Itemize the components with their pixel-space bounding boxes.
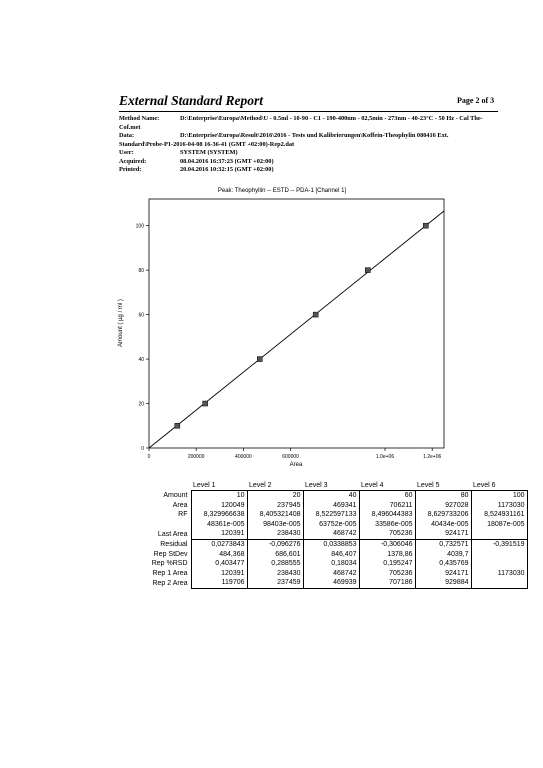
x-axis-ticks [148, 448, 442, 460]
row-label: Residual [160, 540, 188, 548]
table-cell: 1173030 [471, 501, 527, 511]
x-tick-label: 1.2e+06 [423, 454, 442, 460]
table-cell: 707186 [359, 578, 415, 588]
y-tick-label: 20 [138, 401, 144, 408]
y-axis-ticks [136, 224, 149, 452]
table-body [136, 491, 527, 589]
table-cell: 10 [191, 491, 247, 501]
table-row [136, 501, 527, 511]
calibration-point [313, 312, 318, 317]
table-cell: 40 [303, 491, 359, 501]
table-cell: 929884 [415, 578, 471, 588]
table-cell: 846,407 [303, 550, 359, 560]
table-row [136, 491, 527, 501]
meta-user-row [119, 149, 494, 158]
table-header-row [136, 480, 527, 491]
y-tick-label: 80 [138, 268, 144, 275]
table-row [136, 578, 527, 588]
y-axis-label: Amount ( µg / ml ) [118, 299, 124, 347]
column-header: Level 5 [417, 481, 440, 489]
row-label: Rep StDev [153, 550, 188, 558]
report-title: External Standard Report [119, 93, 264, 108]
table-cell: 20 [247, 491, 303, 501]
meta-user-value: SYSTEM (SYSTEM) [180, 149, 238, 156]
table-cell: -0,096276 [247, 539, 303, 549]
x-tick-label: 600000 [282, 454, 299, 460]
column-header: Level 6 [473, 481, 496, 489]
column-header: Level 4 [361, 481, 384, 489]
table-row [136, 559, 527, 569]
table-cell: 238430 [247, 569, 303, 579]
calibration-point [365, 268, 370, 273]
table-cell: 0,0338853 [303, 539, 359, 549]
row-label: Amount [163, 491, 188, 499]
table-cell: 237945 [247, 501, 303, 511]
x-tick-label: 400000 [235, 454, 252, 460]
plot-frame [149, 199, 444, 448]
table-cell [471, 550, 527, 560]
table-cell: 0,403477 [191, 559, 247, 569]
y-tick-label: 40 [138, 357, 144, 364]
table-cell: 0,18034 [303, 559, 359, 569]
column-header: Level 3 [305, 481, 328, 489]
table-cell: 0,0273843 [191, 539, 247, 549]
table-cell: 238430 [247, 529, 303, 539]
table-cell: -0,391519 [471, 539, 527, 549]
report-metadata [119, 115, 494, 175]
meta-data-key: Data: [119, 132, 135, 139]
table-cell: 120049 [191, 501, 247, 511]
table-cell: 98403e-005 [247, 520, 303, 530]
meta-acquired-row [119, 158, 494, 167]
meta-data-row [119, 132, 494, 149]
table-row [136, 520, 527, 530]
row-label: RF [178, 511, 188, 519]
table-cell: 33586e-005 [359, 520, 415, 530]
table-cell: 0,732571 [415, 539, 471, 549]
chart-title: Peak: Theophyllin -- ESTD -- PDA-1 [Channel 1] [217, 188, 347, 194]
table-cell: 8,405321408 [247, 510, 303, 520]
table-cell: 40434e-005 [415, 520, 471, 530]
row-label: Rep 1 Area [152, 569, 188, 577]
table-cell: 8,524931161 [471, 510, 527, 520]
y-tick-label: 100 [135, 223, 144, 230]
row-label: Rep 2 Area [152, 579, 188, 587]
table-cell: 8,629733206 [415, 510, 471, 520]
x-tick-label: 0 [147, 454, 151, 460]
table-cell: 8,496044383 [359, 510, 415, 520]
table-cell: 0,288555 [247, 559, 303, 569]
table-row [136, 510, 527, 520]
table-cell: 237459 [247, 578, 303, 588]
table-cell [471, 529, 527, 539]
table-cell: 468742 [303, 569, 359, 579]
table-cell: 0,435769 [415, 559, 471, 569]
row-label: Rep %RSD [151, 560, 188, 568]
table-cell: 469341 [303, 501, 359, 511]
row-label: Last Area [157, 530, 188, 538]
table-cell: 924171 [415, 529, 471, 539]
calibration-point [423, 223, 428, 228]
table-cell: -0,306046 [359, 539, 415, 549]
meta-printed-value: 20.04.2016 10:32:15 (GMT +02:00) [180, 166, 274, 173]
meta-method-key: Method Name: [119, 115, 160, 122]
table-cell: 8,329966638 [191, 510, 247, 520]
table-cell [471, 578, 527, 588]
x-tick-label: 1.0e+06 [375, 454, 395, 460]
table-cell: 1173030 [471, 569, 527, 579]
table-cell: 60 [359, 491, 415, 501]
table-cell: 4039,7 [415, 550, 471, 560]
calibration-fit-line [149, 211, 444, 448]
x-tick-label: 200000 [187, 454, 205, 460]
table-row [136, 539, 527, 549]
table-cell: 18087e-005 [471, 520, 527, 530]
table-cell: 0,195247 [359, 559, 415, 569]
calibration-chart [0, 180, 543, 480]
calibration-point [175, 423, 180, 428]
table-cell: 705236 [359, 569, 415, 579]
calibration-point [257, 357, 262, 362]
row-label: Area [172, 501, 188, 509]
meta-printed-row [119, 166, 494, 175]
table-cell: 119706 [191, 578, 247, 588]
y-tick-label: 60 [138, 312, 144, 319]
meta-method-row [119, 115, 494, 132]
table-cell: 927028 [415, 501, 471, 511]
table-cell: 705236 [359, 529, 415, 539]
column-header: Level 1 [193, 481, 216, 489]
table-cell: 8,522597133 [303, 510, 359, 520]
meta-method-value: D:\Enterprise\Europa\Method\U - 0.5ml - 10-90 - C1 - 190-400nm - 02,5min - 273nm - 40-23°C - 50 Hz - Cal The-Cof.met [119, 115, 483, 131]
table-cell: 706211 [359, 501, 415, 511]
table-cell: 924171 [415, 569, 471, 579]
meta-acquired-key: Acquired: [119, 157, 147, 165]
table-row [136, 550, 527, 560]
column-header: Level 2 [249, 481, 272, 489]
table-cell: 80 [415, 491, 471, 501]
calibration-results-table [136, 480, 528, 589]
table-header-spacer [136, 480, 191, 491]
table-cell: 63752e-005 [303, 520, 359, 530]
meta-acquired-value: 08.04.2016 16:37:23 (GMT +02:00) [180, 157, 274, 165]
table-cell: 469939 [303, 578, 359, 588]
meta-data-value: D:\Enterprise\Europa\Result\2016\2016 - Tests und Kalibrierungen\Koffein-Theophylin 080416 Ext. Standard\Probe-P1-2016-04-08 16-36-41 (GMT +02:00)-Rep2.dat [119, 132, 449, 148]
table-cell: 120391 [191, 529, 247, 539]
table-cell: 100 [471, 491, 527, 501]
table-cell [471, 559, 527, 569]
table-row [136, 529, 527, 539]
row-label [136, 520, 191, 530]
y-tick-label: 0 [141, 446, 144, 452]
table-cell: 120391 [191, 569, 247, 579]
calibration-point [203, 401, 208, 406]
page-number: Page 2 of 3 [457, 96, 495, 105]
meta-printed-key: Printed: [119, 166, 142, 173]
meta-user-key: User: [119, 149, 134, 156]
table-cell: 48361e-005 [191, 520, 247, 530]
table-cell: 484,368 [191, 550, 247, 560]
table-cell: 1378,86 [359, 550, 415, 560]
table-cell: 468742 [303, 529, 359, 539]
table-row [136, 569, 527, 579]
title-divider [119, 111, 498, 112]
table-cell: 686,601 [247, 550, 303, 560]
x-axis-label: Area [289, 462, 303, 468]
